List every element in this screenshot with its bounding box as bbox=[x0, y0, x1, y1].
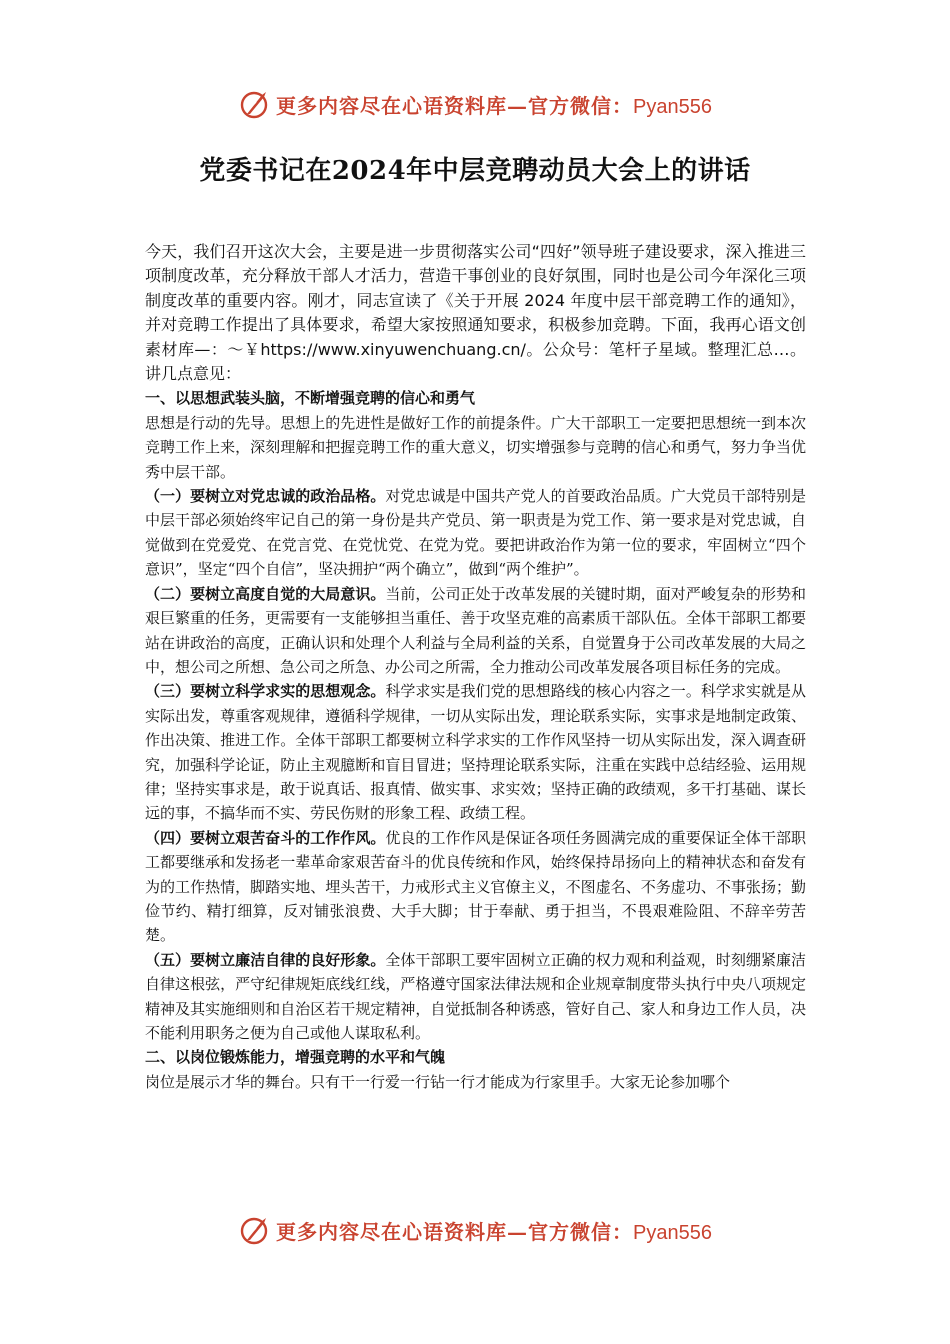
section-paragraph-2: 岗位是展示才华的舞台。只有干一行爱一行钻一行才能成为行家里手。大家无论参加哪个 bbox=[145, 1072, 731, 1091]
point-text: 优良的工作作风是保证各项任务圆满完成的重要保证全体干部职工都要继承和发扬老一辈革命家艰苦奋斗的优良传统和作风，始终保持昂扬向上的精神状态和奋发有为的工作热情，脚踏实地、埋头苦干，力戒形式主义官僚主义，不图虚名、不务虚功、不事张扬；勤俭节约、精打细算，反对铺张浪费、大手大脚；甘于奉献、勇于担当，不畏艰难险阻、不辞辛劳苦楚。 bbox=[145, 828, 806, 945]
point-lead: （三）要树立科学求实的思想观念。 bbox=[145, 682, 386, 701]
point-lead: （四）要树立艰苦奋斗的工作作风。 bbox=[145, 828, 386, 847]
point-text: 全体干部职工要牢固树立正确的权力观和利益观，时刻绷紧廉洁自律这根弦，严守纪律规矩底线红线，严格遵守国家法律法规和企业规章制度带头执行中央八项规定精神及其实施细则和自治区若干规定精神，自觉抵制各种诱惑，管好自己、家人和身边工作人员，决不能利用职务之便为自己或他人谋取私利。 bbox=[145, 950, 806, 1042]
point-text: 当前，公司正处于改革发展的关键时期，面对严峻复杂的形势和艰巨繁重的任务，更需要有一支能够担当重任、善于攻坚克难的高素质干部队伍。全体干部职工都要站在讲政治的高度，正确认识和处理个人利益与全局利益的关系，自觉置身于公司改革发展的大局之中，想公司之所想、急公司之所急、办公司之所需，全力推动公司改革发展各项目标任务的完成。 bbox=[145, 584, 806, 676]
point-lead: （五）要树立廉洁自律的良好形象。 bbox=[145, 950, 386, 969]
document-body bbox=[145, 240, 806, 1094]
section-heading-1: 一、以思想武装头脑，不断增强竞聘的信心和勇气 bbox=[145, 389, 476, 408]
watermark-banner-top bbox=[0, 84, 950, 124]
point-paragraph-1 bbox=[145, 484, 806, 582]
point-lead: （二）要树立高度自觉的大局意识。 bbox=[145, 584, 386, 603]
watermark-text: 更多内容尽在心语资料库—官方微信：Pyan556 bbox=[276, 1219, 712, 1244]
wechat-id: Pyan556 bbox=[633, 95, 712, 118]
point-text: 科学求实是我们党的思想路线的核心内容之一。科学求实就是从实际出发，尊重客观规律，遵循科学规律，一切从实际出发，理论联系实际，实事求是地制定政策、作出决策、推进工作。全体干部职工都要树立科学求实的工作作风坚持一切从实际出发，深入调查研究，加强科学论证，防止主观臆断和盲目冒进；坚持理论联系实际，注重在实践中总结经验、运用规律；坚持实事求是，敢于说真话、报真情、做实事、求实效；坚持正确的政绩观，多干打基础、谋长远的事，不搞华而不实、劳民伤财的形象工程、政绩工程。 bbox=[145, 682, 806, 823]
point-paragraph-4 bbox=[145, 826, 806, 948]
watermark-text: 更多内容尽在心语资料库—官方微信：Pyan556 bbox=[276, 93, 712, 118]
section-heading-2: 二、以岗位锻炼能力，增强竞聘的水平和气魄 bbox=[145, 1048, 446, 1067]
intro-paragraph: 今天，我们召开这次大会，主要是进一步贯彻落实公司“四好”领导班子建设要求，深入推进三项制度改革，充分释放干部人才活力，营造干事创业的良好氛围，同时也是公司今年深化三项制度改革的重要内容。刚才，同志宣读了《关于开展 2024 年度中层干部竞聘工作的通知》，并对竞聘工作提出了具体要求，希望大家按照通知要求，积极参加竞聘。下面，我再心语文创素材库—：～￥https://www.xinyuwenchuang.cn/。公众号：笔杆子星域。整理汇总…。讲几点意见： bbox=[145, 242, 806, 384]
wechat-id: Pyan556 bbox=[633, 1221, 712, 1244]
quill-logo-icon bbox=[238, 1213, 272, 1247]
point-text: 对党忠诚是中国共产党人的首要政治品质。广大党员干部特别是中层干部必须始终牢记自己的第一身份是共产党员、第一职责是为党工作、第一要求是对党忠诚，自觉做到在党爱党、在党言党、在党忧党、在党为党。要把讲政治作为第一位的要求，牢固树立“四个意识”，坚定“四个自信”，坚决拥护“两个确立”，做到“两个维护”。 bbox=[145, 487, 806, 579]
point-paragraph-2 bbox=[145, 582, 806, 680]
watermark-banner-bottom bbox=[0, 1210, 950, 1250]
point-paragraph-5 bbox=[145, 948, 806, 1046]
quill-logo-icon bbox=[238, 87, 272, 121]
point-lead: （一）要树立对党忠诚的政治品格。 bbox=[145, 487, 386, 506]
document-title: 党委书记在2024年中层竞聘动员大会上的讲话 bbox=[199, 156, 751, 186]
section-paragraph-1: 思想是行动的先导。思想上的先进性是做好工作的前提条件。广大干部职工一定要把思想统一到本次竞聘工作上来，深刻理解和把握竞聘工作的重大意义，切实增强参与竞聘的信心和勇气，努力争当优秀中层干部。 bbox=[145, 413, 806, 481]
point-paragraph-3 bbox=[145, 679, 806, 825]
